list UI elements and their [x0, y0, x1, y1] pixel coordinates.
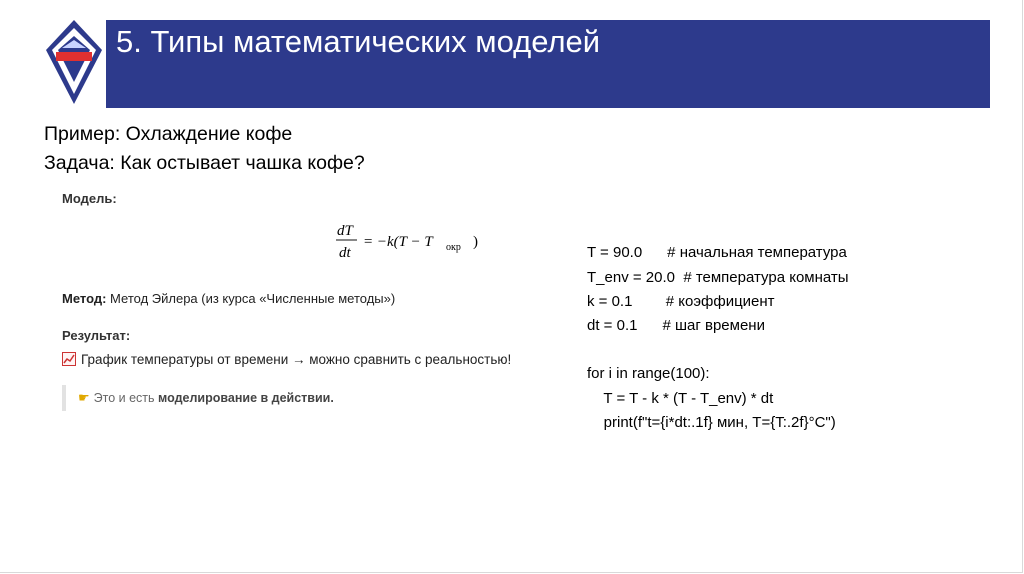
formula-close: )	[473, 234, 478, 250]
formula-numerator: dT	[337, 223, 353, 239]
page-title: 5. Типы математических моделей	[116, 24, 601, 59]
code-line: for i in range(100):	[587, 365, 710, 383]
formula-denominator: dt	[339, 245, 351, 261]
formula-subscript: окр	[446, 242, 461, 253]
method-label: Метод:	[62, 291, 107, 306]
code-line: k = 0.1 # коэффициент	[587, 292, 775, 310]
note-line	[78, 390, 334, 406]
code-block	[587, 193, 849, 459]
model-label: Модель:	[62, 191, 117, 206]
code-line: T_env = 20.0 # температура комнаты	[587, 268, 849, 286]
method-text: Метод Эйлера (из курса «Численные методы»)	[106, 291, 396, 306]
chart-icon	[62, 352, 76, 366]
result-line	[62, 352, 511, 367]
pointing-hand-icon: ☛	[78, 390, 90, 405]
note-bar	[62, 385, 66, 411]
cooling-formula	[335, 218, 495, 264]
intro-text	[44, 120, 365, 178]
example-line: Пример: Охлаждение кофе	[44, 123, 293, 145]
note-prefix: Это и есть	[93, 391, 159, 405]
note-bold: моделирование в действии.	[158, 391, 334, 405]
code-line: print(f"t={i*dt:.1f} мин, T={T:.2f}°C")	[587, 413, 836, 431]
formula-rhs: = −k(T − T	[363, 234, 433, 250]
result-label: Результат:	[62, 328, 131, 343]
task-line: Задача: Как остывает чашка кофе?	[44, 152, 365, 174]
code-line: T = T - k * (T - T_env) * dt	[587, 389, 774, 407]
result-text: График температуры от времени → можно сравнить с реальностью!	[81, 352, 512, 367]
code-line: T = 90.0 # начальная температура	[587, 244, 847, 262]
method-line	[62, 291, 395, 306]
code-line: dt = 0.1 # шаг времени	[587, 317, 765, 335]
university-logo-icon	[42, 16, 106, 108]
code-line	[587, 338, 849, 362]
